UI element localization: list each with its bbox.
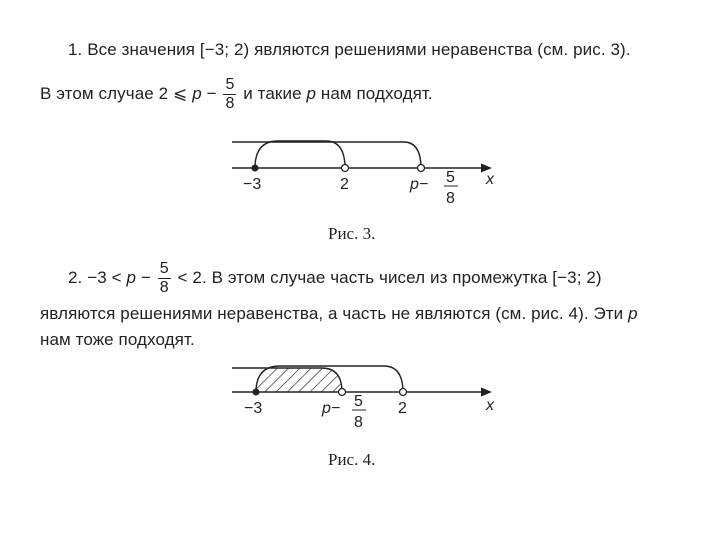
para2-line2: [40, 304, 638, 324]
fig3-interval-arc: [255, 141, 345, 166]
fig3-label-p: p−: [410, 176, 429, 193]
para2-text-c: являются решениями неравенства, а часть не являются (см. рис. 4). Эти: [40, 304, 629, 323]
fig4-label-p: p−: [322, 400, 341, 417]
fig4-axis-arrow-icon: [481, 388, 492, 397]
para2-line3: нам тоже подходят.: [40, 330, 195, 349]
minus-sign: −: [201, 83, 222, 103]
fig4-point-p: [339, 389, 346, 396]
fig4-point-minus3: [253, 389, 260, 396]
fig3-point-2: [342, 165, 349, 172]
fig4-point-2: [400, 389, 407, 396]
para1-text-a: В этом случае 2 ⩽: [40, 83, 193, 103]
para2-line1: [68, 260, 602, 297]
variable-p: p: [192, 83, 202, 103]
variable-p: p: [628, 304, 638, 323]
fraction-numerator: 5: [159, 260, 169, 277]
figure-3-caption: Рис. 3.: [328, 224, 376, 243]
fig4-axis-label: x: [486, 397, 494, 414]
fig4-label-minus3: −3: [244, 400, 263, 417]
fraction: [158, 260, 171, 297]
fig4-frac-num: 5: [354, 393, 363, 410]
para2-text-b: < 2. В этом случае часть чисел из промежутка [−3; 2): [172, 267, 602, 287]
fraction-numerator: 5: [225, 76, 235, 93]
para1-text-c: нам подходят.: [316, 83, 433, 103]
minus-sign: −: [136, 267, 156, 287]
fig3-label-minus3: −3: [243, 176, 262, 193]
fig4-label-2: 2: [398, 400, 407, 417]
para1-text-b: и такие: [238, 83, 307, 103]
fraction-denominator: 8: [159, 279, 169, 296]
fraction-denominator: 8: [225, 95, 235, 112]
figure-4-caption: Рис. 4.: [328, 450, 376, 469]
para1-line1: 1. Все значения [−3; 2) являются решениями неравенства (см. рис. 3).: [68, 40, 631, 59]
fig4-hatched-region: [256, 368, 342, 392]
fig3-solution-arc: [232, 142, 421, 166]
fig3-frac-num: 5: [446, 169, 455, 186]
fig3-point-p: [418, 165, 425, 172]
fig3-axis-label: x: [486, 171, 494, 188]
fig4-frac-den: 8: [354, 414, 363, 431]
fig3-label-2: 2: [340, 176, 349, 193]
fig3-point-minus3: [252, 165, 259, 172]
para2-text-a: 2. −3 <: [68, 267, 127, 287]
variable-p: p: [126, 267, 137, 287]
fig3-frac-den: 8: [446, 190, 455, 207]
variable-p: p: [306, 83, 317, 103]
